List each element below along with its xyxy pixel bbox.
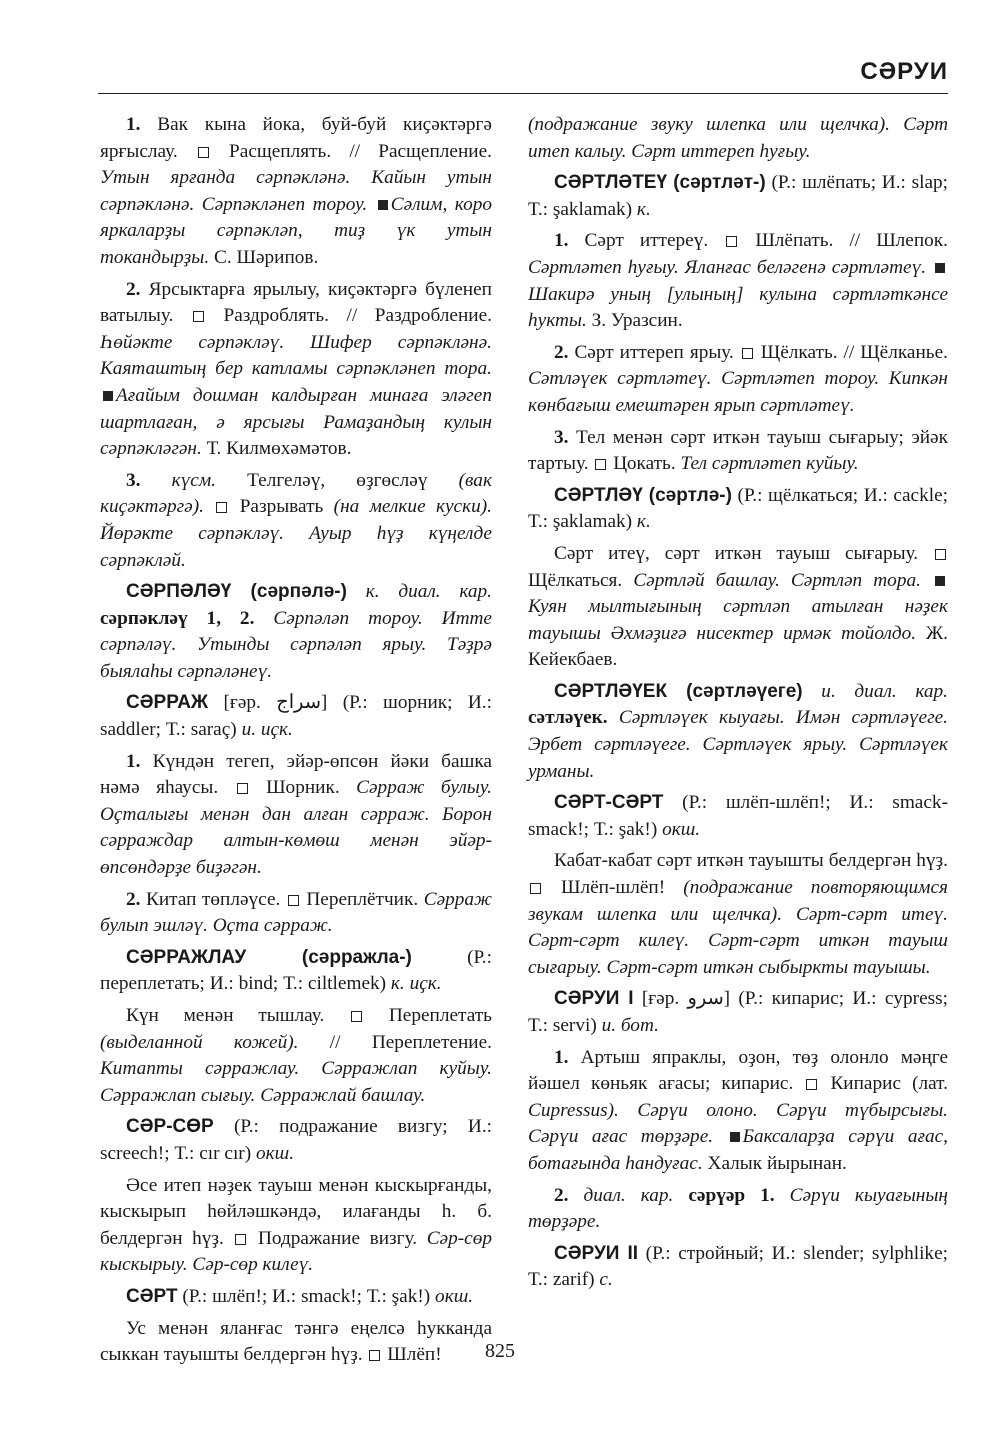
entry-sarui-1-sense-2: 2. диал. кар. сәрүәр 1. Сәрүи кыуағының төрҙәре. [528, 1184, 948, 1233]
russian-marker-icon [193, 311, 204, 322]
russian-marker-icon [237, 783, 248, 794]
entry-sartlau: СӘРТЛӘҮ (сәртлә-) (Р.: щёлкаться; И.: cackle; Т.: şaklamak) к. [528, 484, 948, 533]
entry-sart-sart: СӘРТ-СӘРТ (Р.: шлёп-шлёп!; И.: smack-smack!; Т.: şak!) окш. [528, 792, 948, 840]
running-head: СӘРУИ [860, 58, 948, 85]
entry-sarrajlau-def: Күн менән тышлау. Переплетать (выделанной кожей). // Переплетение. Китапты сәрражлау. Сәрражлап куйыу. Сәрражлап сығыу. Сәрражлай башлау. [100, 1005, 492, 1106]
russian-marker-icon [726, 236, 737, 247]
entry-sartlau-def: Сәрт итеү, сәрт иткән тауыш сығарыу. Щёлкаться. Сәртләй башлау. Сәртләп тора. Куян мылтығының сәртләп атылған нәҙек тауышы Әхмәҙиғә нисектер ирмәк тойолдо. Ж. Кейекбаев. [528, 542, 948, 671]
entry-sarui-1-sense-1: 1. Артыш япраклы, оҙон, төҙ олонло мәңге йәшел көньяк ағасы; кипарис. Кипарис (лат. Cupressus). Сәрүи олоно. Сәрүи түбырсығы. Сәрүи ағас төрҙәре. Баксаларҙа сәрүи ағас, ботағында һандуғас. Халык йырынан. [528, 1046, 949, 1174]
quote-marker-icon [935, 576, 945, 586]
russian-marker-icon [351, 1011, 362, 1022]
page-number: 825 [485, 1340, 515, 1362]
entry-sart-def: Ус менән яланғас тәнгә еңелсә һукканда сыккан тауышты белдергән һүҙ. Шлёп! [100, 1317, 492, 1366]
russian-marker-icon [595, 459, 606, 470]
right-column [528, 112, 948, 1299]
quote-marker-icon [935, 263, 945, 273]
entry-sarraj-sense-1: 1. Күндән тегеп, эйәр-өпсөн йәки башка нәмә яһаусы. Шорник. Сәрраж булыу. Оҫталығы менән дан алған сәрраж. Борон сәрраждар алтын-көмөш менән эйәр-өпсөндәрҙе биҙәгән. [100, 750, 492, 879]
sense-2: 2. Ярсыктарға ярылыу, киҫәктәргә бүленеп ватылыу. Раздроблять. // Раздробление. Һөйәкте сәрпәкләү. Шифер сәрпәкләнә. Каяташтың бер катламы сәрпәкләнеп тора. Ағайым дошман калдырған минаға эләгеп шартлаған, ә ярсығы Рамаҙандың кулын сәрпәкләгән. Т. Килмөхәмәтов. [100, 278, 492, 460]
russian-marker-icon [235, 1234, 246, 1245]
entry-sartlatau-sense-2: 2. Сәрт иттереп ярыу. Щёлкать. // Щёлканье. Сәтләүек сәртләтеү. Сәртләтеп тороу. Кипкән көнбағыш емештәрен ярып сәртләтеү. [528, 341, 948, 416]
quote-marker-icon [103, 391, 113, 401]
entry-sarui-2: СӘРУИ II (Р.: стройный; И.: slender; sylphlike; Т.: zarif) с. [528, 1242, 948, 1291]
entry-sartlatau: СӘРТЛӘТЕҮ (сәртләт-) (Р.: шлёпать; И.: slap; Т.: şaklamak) к. [528, 172, 949, 220]
sense-1: 1. Вак кына йока, буй-буй киҫәктәргә ярғыслау. Расщеплять. // Расщепление. Утын ярғанда сәрпәкләнә. Кайын утын сәрпәкләнә. Сәрпәкләнеп тороу. Сәлим, коро яркаларҙы сәрпәкләп, тиҙ үк утын токандырҙы. С. Шәрипов. [100, 114, 492, 268]
left-column [100, 112, 492, 1374]
entry-sart: СӘРТ (Р.: шлёп!; И.: smack!; Т.: şak!) окш. [126, 1285, 474, 1307]
entry-sartlatau-sense-3: 3. Тел менән сәрт иткән тауыш сығарыу; эйәк тартыу. Цокать. Тел сәртләтеп куйыу. [528, 426, 948, 475]
russian-marker-icon [530, 883, 541, 894]
entry-sarpalau: СӘРПӘЛӘҮ (сәрпәлә-) к. диал. кар. сәрпәкләү 1, 2. Сәрпәләп тороу. Итте сәрпәләү. Утынды сәрпәләп ярыу. Тәҙрә быялаһы сәрпәләнеү. [100, 581, 493, 682]
entry-sarui-1: СӘРУИ I [ғәр. سرو] (Р.: кипарис; И.: cypress; Т.: servi) и. бот. [528, 988, 949, 1036]
sense-3: 3. күсм. Телгеләү, өҙгөсләү (вак киҫәктәргә). Разрывать (на мелкие куски). Йөрәкте сәрпәкләү. Ауыр һүҙ күңелде сәрпәкләй. [100, 469, 492, 571]
entry-sarrajlau: СӘРРАЖЛАУ (сәрражла-) (Р.: переплетать; И.: bind; Т.: ciltlemek) к. иҫк. [100, 946, 492, 995]
russian-marker-icon [935, 549, 946, 560]
russian-marker-icon [216, 502, 227, 513]
russian-marker-icon [288, 895, 299, 906]
quote-marker-icon [730, 1132, 740, 1142]
russian-marker-icon [742, 348, 753, 359]
entry-sar-sor-def: Әсе итеп нәҙек тауыш менән кыскырғанды, кыскырып һөйләшкәндә, илағанды һ. б. белдергән һүҙ. Подражание визгу. Сәр-сөр кыскырыу. Сәр-сөр килеү. [100, 1174, 493, 1276]
entry-sart-continued: (подражание звуку шлепка или щелчка). Сәрт итеп калыу. Сәрт иттереп һуғыу. [528, 114, 948, 162]
header-rule [98, 93, 948, 94]
entry-sarraj: СӘРРАЖ [ғәр. سراج] (Р.: шорник; И.: saddler; Т.: saraç) и. иҫк. [100, 692, 492, 741]
entry-sartlauek: СӘРТЛӘҮЕК (сәртләүеге) и. диал. кар. сәтләүек. Сәртләүек кыуағы. Имән сәртләүеге. Эрбет сәртләүеге. Сәртләүек ярыу. Сәртләүек урманы. [528, 680, 948, 782]
quote-marker-icon [378, 200, 388, 210]
entry-sart-sart-def: Кабат-кабат сәрт иткән тауышты белдергән һүҙ. Шлёп-шлёп! (подражание повторяющимся звукам шлепка или щелчка). Сәрт-сәрт итеү. Сәрт-сәрт килеү. Сәрт-сәрт иткән тауыш сығарыу. Сәрт-сәрт иткән сыбыркты тауышы. [528, 850, 948, 978]
entry-sartlatau-sense-1: 1. Сәрт иттереү. Шлёпать. // Шлепок. Сәртләтеп һуғыу. Яланғас беләгенә сәртләтеү. Шакирә уның [улының] кулына сәртләткәнсе һукты. З. Уразсин. [528, 230, 948, 332]
entry-sarraj-sense-2: 2. Китап төпләүсе. Переплётчик. Сәрраж булып эшләү. Оҫта сәрраж. [100, 888, 492, 937]
russian-marker-icon [198, 147, 209, 158]
entry-sar-sor: СӘР-СӨР (Р.: подражание визгу; И.: screech!; Т.: cır cır) окш. [100, 1116, 492, 1164]
russian-marker-icon [806, 1079, 817, 1090]
